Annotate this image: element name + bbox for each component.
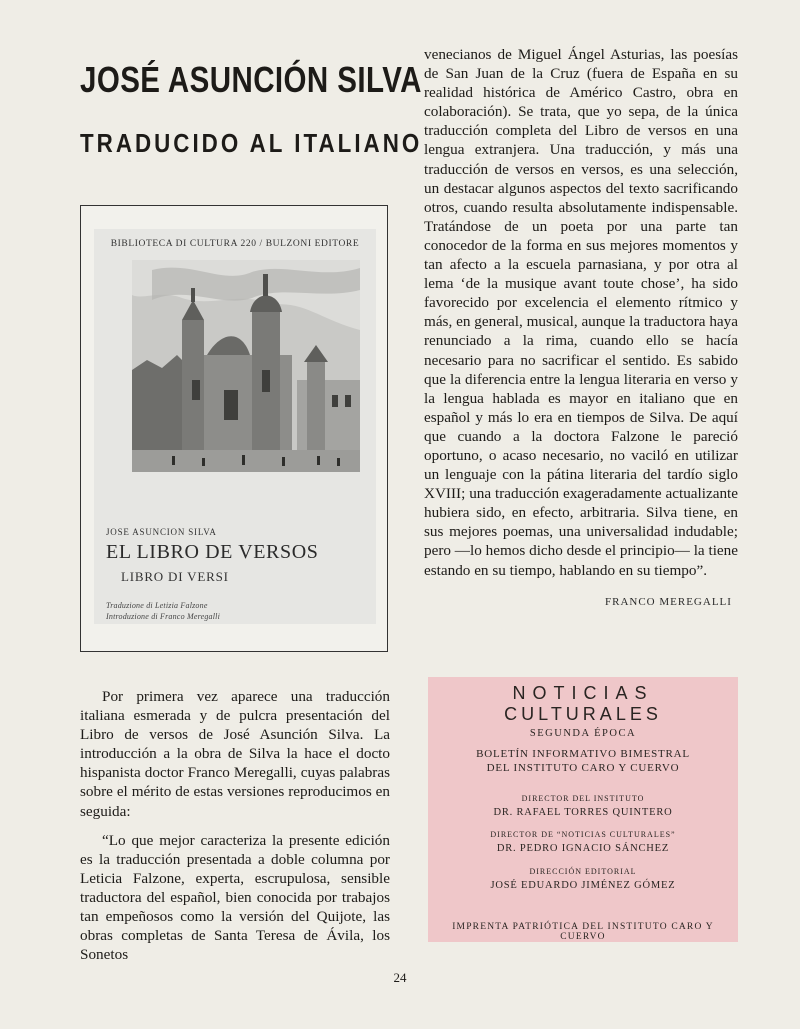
- noticias-boletin-line1: BOLETÍN INFORMATIVO BIMESTRAL: [476, 748, 690, 760]
- page-number: 24: [393, 970, 407, 985]
- left-column-paragraph-2: “Lo que mejor caracteriza la presente edición es la traducción presentada a doble columna por Leticia Falzone, experta, escrupulosa, sensible traductora del español, bien conocida por trabajos tan empeñosos como la versión del Quijote, las obras completas de Santa Teresa de Ávila, los Sonetos: [80, 831, 390, 964]
- noticias-boletin-line2: DEL INSTITUTO CARO Y CUERVO: [486, 762, 680, 774]
- cathedral-illustration: [132, 260, 360, 472]
- book-cover-figure: [80, 205, 388, 652]
- cover-credit-translation: Traduzione di Letizia Falzone: [106, 601, 208, 610]
- cover-series: BIBLIOTECA DI CULTURA 220 / BULZONI EDITORE: [110, 239, 360, 249]
- book-cover: [94, 229, 376, 624]
- director-name: DR. RAFAEL TORRES QUINTERO: [493, 807, 673, 818]
- noticias-footer: IMPRENTA PATRIÓTICA DEL INSTITUTO CARO Y CUERVO: [452, 922, 714, 942]
- left-column-paragraph-1: Por primera vez aparece una traducción italiana esmerada y de pulcra presentación del Libro de versos de José Asunción Silva. La introducción a la obra de Silva la hace el docto hispanista doctor Franco Meregalli, cuyas palabras sobre el mérito de estas versiones reproducimos en seguida:: [80, 688, 390, 820]
- article-title: JOSÉ ASUNCIÓN SILVA: [80, 59, 422, 100]
- noticias-title-line1: NOTICIAS: [512, 683, 654, 703]
- noticias-culturales-box: [428, 677, 738, 942]
- direccion-label: DIRECCIÓN EDITORIAL: [529, 867, 637, 876]
- left-column-text: [80, 687, 390, 964]
- cover-credit-introduction: Introduzione di Franco Meregalli: [106, 612, 221, 621]
- noticias-epoca: SEGUNDA ÉPOCA: [529, 728, 637, 739]
- article-subtitle: TRADUCIDO AL ITALIANO: [80, 128, 423, 158]
- cover-author: JOSE ASUNCION SILVA: [106, 527, 217, 537]
- right-column-text: [424, 45, 738, 580]
- noticias-title-line2: CULTURALES: [504, 704, 662, 724]
- cover-subtitle: LIBRO DI VERSI: [121, 569, 229, 584]
- director-noticias-name: DR. PEDRO IGNACIO SÁNCHEZ: [496, 843, 670, 854]
- director-label: DIRECTOR DEL INSTITUTO: [521, 794, 645, 803]
- direccion-name: JOSÉ EDUARDO JIMÉNEZ GÓMEZ: [490, 880, 676, 891]
- right-column-paragraph: venecianos de Miguel Ángel Asturias, las poesías de San Juan de la Cruz (fuera de España en su realidad histórica de Américo Castro, obra en colaboración). Se trata, que yo sepa, de la única traducción completa del Libro de versos en una lengua extranjera. Una traducción, y más una traducción de versos en versos, es una selección, un destacar algunos aspectos del texto sacrificando otros, cuando resulta absolutamente indispensable. Tratándose de un poeta por una parte tan conocedor de la forma en sus mejores momentos y tan afecto a la escuela parnasiana, y por otra al lema ‘de la musique avant toute chose’, ha sido favorecido por excelencia el elemento rítmico y más, en general, musical, aunque la traductora haya renunciado a la rima, cuando ello se hacía necesario para no sacrificar el sentido. Es sabido que la diferencia entre la lengua literaria en verso y la lengua hablada es mayor en italiano que en español y más lo era en tiempos de Silva. De aquí que cuando a la doctora Falzone le pareció oportuno, o acaso necesario, no vaciló en utilizar un lenguaje con la pátina literaria del tardío siglo XVIII; una traducción exageradamente actualizante hubiera sido, en efecto, arbitraria. Silva tiene, en sus mejores poemas, una universalidad indudable; pero —lo hemos dicho desde el principio— la tiene estando en su tiempo, hablando en su tiempo”.: [424, 46, 738, 579]
- director-noticias-label: DIRECTOR DE “NOTICIAS CULTURALES”: [490, 830, 676, 839]
- signature: FRANCO MEREGALLI: [605, 596, 732, 608]
- cover-title: EL LIBRO DE VERSOS: [106, 541, 319, 563]
